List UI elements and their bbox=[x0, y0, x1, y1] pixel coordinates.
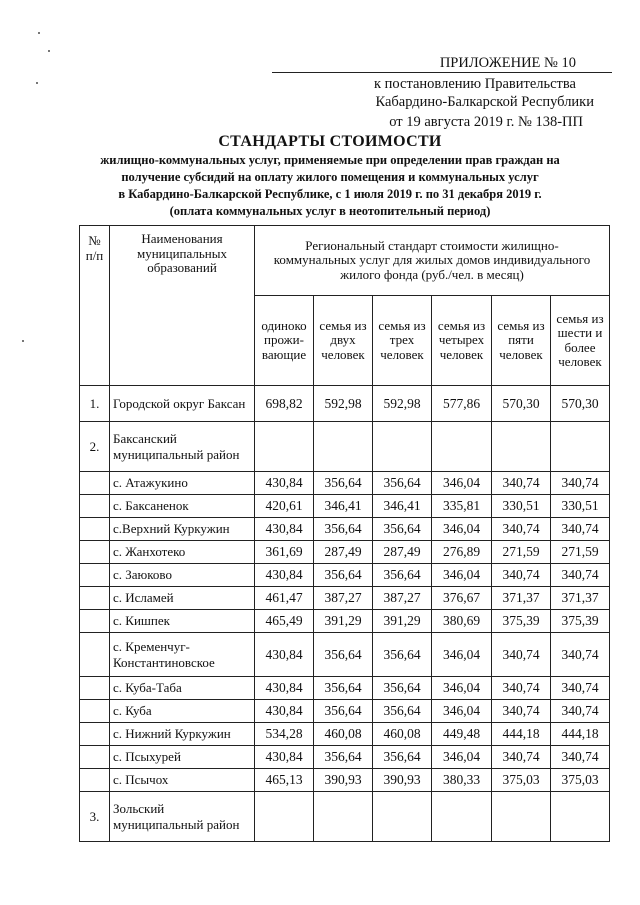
value-cell: 340,74 bbox=[492, 633, 551, 677]
row-number bbox=[80, 633, 110, 677]
municipality-name: с. Кременчуг-Константиновское bbox=[110, 633, 255, 677]
value-cell bbox=[255, 422, 314, 472]
value-cell: 340,74 bbox=[492, 564, 551, 587]
value-cell bbox=[255, 792, 314, 842]
value-cell: 430,84 bbox=[255, 633, 314, 677]
value-cell bbox=[551, 422, 610, 472]
header-col: семья из пяти человек bbox=[492, 296, 551, 386]
title-heading: СТАНДАРТЫ СТОИМОСТИ bbox=[218, 133, 442, 150]
value-cell: 340,74 bbox=[551, 518, 610, 541]
value-cell: 465,49 bbox=[255, 610, 314, 633]
title-subline-4: (оплата коммунальных услуг в неотопительный период) bbox=[169, 204, 491, 218]
scan-speck bbox=[36, 82, 38, 84]
value-cell bbox=[432, 422, 492, 472]
row-number bbox=[80, 700, 110, 723]
municipality-name: с. Атажукино bbox=[110, 472, 255, 495]
value-cell: 356,64 bbox=[373, 472, 432, 495]
municipality-name: с. Куба-Таба bbox=[110, 677, 255, 700]
header-col: одиноко прожи-вающие bbox=[255, 296, 314, 386]
row-number bbox=[80, 541, 110, 564]
appendix-underline bbox=[272, 72, 612, 73]
header-row-1 bbox=[80, 226, 610, 296]
value-cell: 346,04 bbox=[432, 700, 492, 723]
value-cell bbox=[432, 792, 492, 842]
header-group: Региональный стандарт стоимости жилищно-коммунальных услуг для жилых домов индивидуального жилого фонда (руб./чел. в месяц) bbox=[255, 226, 610, 296]
title-subline-2: получение субсидий на оплату жилого помещения и коммунальных услуг bbox=[121, 170, 539, 184]
table-row bbox=[80, 541, 610, 564]
municipality-name: Городской округ Баксан bbox=[110, 386, 255, 422]
header-col: семья из шести и более человек bbox=[551, 296, 610, 386]
value-cell: 340,74 bbox=[492, 472, 551, 495]
municipality-name: с. Исламей bbox=[110, 587, 255, 610]
header-col: семья из трех человек bbox=[373, 296, 432, 386]
value-cell: 387,27 bbox=[314, 587, 373, 610]
value-cell bbox=[314, 792, 373, 842]
value-cell: 371,37 bbox=[551, 587, 610, 610]
table-row bbox=[80, 587, 610, 610]
municipality-name: с. Жанхотеко bbox=[110, 541, 255, 564]
value-cell: 340,74 bbox=[551, 700, 610, 723]
value-cell: 380,69 bbox=[432, 610, 492, 633]
value-cell: 340,74 bbox=[492, 677, 551, 700]
table-row bbox=[80, 564, 610, 587]
value-cell bbox=[492, 422, 551, 472]
row-number: 3. bbox=[80, 792, 110, 842]
value-cell: 330,51 bbox=[492, 495, 551, 518]
value-cell: 340,74 bbox=[551, 472, 610, 495]
scan-speck bbox=[38, 32, 40, 34]
title-subline-1: жилищно-коммунальных услуг, применяемые при определении прав граждан на bbox=[100, 153, 560, 167]
table-row bbox=[80, 610, 610, 633]
municipality-name: с. Куба bbox=[110, 700, 255, 723]
value-cell: 390,93 bbox=[373, 769, 432, 792]
value-cell: 592,98 bbox=[373, 386, 432, 422]
value-cell: 356,64 bbox=[314, 746, 373, 769]
value-cell: 460,08 bbox=[314, 723, 373, 746]
value-cell: 465,13 bbox=[255, 769, 314, 792]
table-row bbox=[80, 746, 610, 769]
row-number bbox=[80, 587, 110, 610]
header-num: № п/п bbox=[80, 226, 110, 386]
table-row bbox=[80, 495, 610, 518]
appendix-line-1: ПРИЛОЖЕНИЕ № 10 bbox=[439, 55, 576, 71]
table-row bbox=[80, 677, 610, 700]
appendix-line-3: Кабардино-Балкарской Республики bbox=[375, 94, 594, 110]
row-number bbox=[80, 495, 110, 518]
table-row bbox=[80, 700, 610, 723]
value-cell bbox=[492, 792, 551, 842]
value-cell: 361,69 bbox=[255, 541, 314, 564]
value-cell: 335,81 bbox=[432, 495, 492, 518]
value-cell: 287,49 bbox=[373, 541, 432, 564]
table-row bbox=[80, 386, 610, 422]
value-cell bbox=[373, 792, 432, 842]
value-cell: 356,64 bbox=[314, 633, 373, 677]
value-cell: 461,47 bbox=[255, 587, 314, 610]
value-cell: 356,64 bbox=[314, 677, 373, 700]
value-cell: 444,18 bbox=[551, 723, 610, 746]
municipality-name: с.Верхний Куркужин bbox=[110, 518, 255, 541]
header-name: Наименования муниципальных образований bbox=[110, 226, 255, 386]
title-subline-3: в Кабардино-Балкарской Республике, с 1 июля 2019 г. по 31 декабря 2019 г. bbox=[118, 187, 542, 201]
value-cell: 430,84 bbox=[255, 564, 314, 587]
row-number bbox=[80, 610, 110, 633]
value-cell: 391,29 bbox=[314, 610, 373, 633]
document-title bbox=[60, 132, 600, 220]
value-cell: 430,84 bbox=[255, 700, 314, 723]
value-cell: 420,61 bbox=[255, 495, 314, 518]
municipality-name: Зольский муниципальный район bbox=[110, 792, 255, 842]
value-cell: 570,30 bbox=[492, 386, 551, 422]
value-cell: 577,86 bbox=[432, 386, 492, 422]
municipality-name: с. Псычох bbox=[110, 769, 255, 792]
value-cell: 340,74 bbox=[492, 518, 551, 541]
value-cell: 346,04 bbox=[432, 677, 492, 700]
value-cell: 444,18 bbox=[492, 723, 551, 746]
municipality-name: с. Заюково bbox=[110, 564, 255, 587]
value-cell: 346,41 bbox=[373, 495, 432, 518]
municipality-name: с. Псыхурей bbox=[110, 746, 255, 769]
table-body bbox=[80, 386, 610, 842]
scan-speck bbox=[22, 340, 24, 342]
value-cell: 356,64 bbox=[373, 518, 432, 541]
value-cell: 356,64 bbox=[373, 564, 432, 587]
municipality-name: с. Кишпек bbox=[110, 610, 255, 633]
value-cell: 430,84 bbox=[255, 518, 314, 541]
value-cell: 340,74 bbox=[551, 564, 610, 587]
table-row bbox=[80, 472, 610, 495]
value-cell: 430,84 bbox=[255, 472, 314, 495]
value-cell: 430,84 bbox=[255, 746, 314, 769]
appendix-line-2: к постановлению Правительства bbox=[374, 76, 576, 92]
value-cell bbox=[314, 422, 373, 472]
table-row bbox=[80, 769, 610, 792]
value-cell: 375,39 bbox=[551, 610, 610, 633]
table-row bbox=[80, 633, 610, 677]
row-number bbox=[80, 677, 110, 700]
value-cell: 276,89 bbox=[432, 541, 492, 564]
value-cell: 346,04 bbox=[432, 518, 492, 541]
value-cell: 271,59 bbox=[492, 541, 551, 564]
row-number bbox=[80, 746, 110, 769]
value-cell: 346,04 bbox=[432, 633, 492, 677]
value-cell: 376,67 bbox=[432, 587, 492, 610]
value-cell: 287,49 bbox=[314, 541, 373, 564]
value-cell: 346,04 bbox=[432, 564, 492, 587]
row-number bbox=[80, 769, 110, 792]
value-cell: 387,27 bbox=[373, 587, 432, 610]
value-cell: 356,64 bbox=[373, 746, 432, 769]
row-number bbox=[80, 564, 110, 587]
value-cell: 356,64 bbox=[314, 518, 373, 541]
table-row bbox=[80, 792, 610, 842]
row-number: 1. bbox=[80, 386, 110, 422]
value-cell: 380,33 bbox=[432, 769, 492, 792]
value-cell: 330,51 bbox=[551, 495, 610, 518]
value-cell: 460,08 bbox=[373, 723, 432, 746]
table-row bbox=[80, 422, 610, 472]
value-cell: 340,74 bbox=[551, 677, 610, 700]
value-cell: 340,74 bbox=[492, 700, 551, 723]
row-number bbox=[80, 723, 110, 746]
value-cell: 449,48 bbox=[432, 723, 492, 746]
municipality-name: с. Баксаненок bbox=[110, 495, 255, 518]
value-cell: 570,30 bbox=[551, 386, 610, 422]
value-cell: 390,93 bbox=[314, 769, 373, 792]
value-cell: 346,04 bbox=[432, 472, 492, 495]
value-cell: 356,64 bbox=[314, 472, 373, 495]
value-cell: 340,74 bbox=[551, 746, 610, 769]
value-cell: 356,64 bbox=[373, 677, 432, 700]
header-col: семья из двух человек bbox=[314, 296, 373, 386]
value-cell: 271,59 bbox=[551, 541, 610, 564]
value-cell: 391,29 bbox=[373, 610, 432, 633]
value-cell: 340,74 bbox=[551, 633, 610, 677]
value-cell: 592,98 bbox=[314, 386, 373, 422]
scan-speck bbox=[48, 50, 50, 52]
value-cell: 356,64 bbox=[373, 700, 432, 723]
row-number: 2. bbox=[80, 422, 110, 472]
value-cell bbox=[373, 422, 432, 472]
row-number bbox=[80, 518, 110, 541]
value-cell: 430,84 bbox=[255, 677, 314, 700]
value-cell: 356,64 bbox=[314, 700, 373, 723]
standards-table bbox=[79, 225, 610, 842]
value-cell: 534,28 bbox=[255, 723, 314, 746]
value-cell: 375,03 bbox=[551, 769, 610, 792]
value-cell: 356,64 bbox=[373, 633, 432, 677]
table-row bbox=[80, 518, 610, 541]
municipality-name: с. Нижний Куркужин bbox=[110, 723, 255, 746]
value-cell: 375,39 bbox=[492, 610, 551, 633]
row-number bbox=[80, 472, 110, 495]
municipality-name: Баксанский муниципальный район bbox=[110, 422, 255, 472]
value-cell bbox=[551, 792, 610, 842]
value-cell: 340,74 bbox=[492, 746, 551, 769]
value-cell: 371,37 bbox=[492, 587, 551, 610]
value-cell: 698,82 bbox=[255, 386, 314, 422]
value-cell: 375,03 bbox=[492, 769, 551, 792]
table-row bbox=[80, 723, 610, 746]
value-cell: 356,64 bbox=[314, 564, 373, 587]
header-col: семья из четырех человек bbox=[432, 296, 492, 386]
value-cell: 346,04 bbox=[432, 746, 492, 769]
value-cell: 346,41 bbox=[314, 495, 373, 518]
appendix-line-4: от 19 августа 2019 г. № 138-ПП bbox=[389, 114, 583, 130]
